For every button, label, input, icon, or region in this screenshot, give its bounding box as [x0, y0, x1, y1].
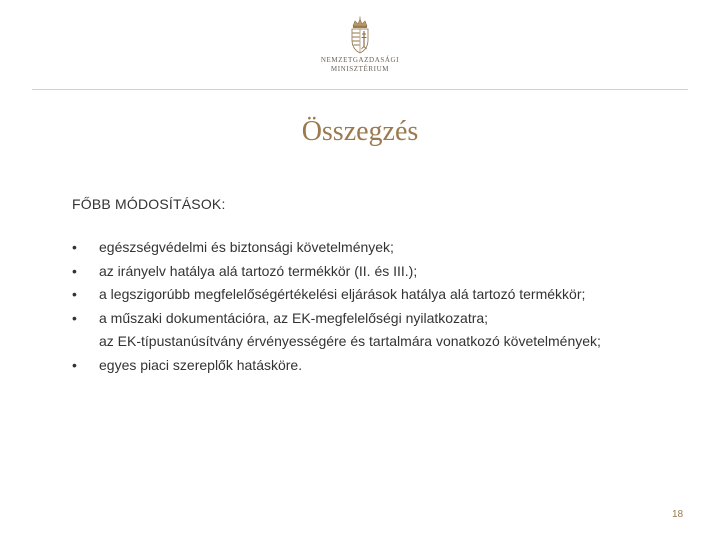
header-divider	[32, 89, 688, 90]
ministry-logo	[318, 16, 402, 88]
ministry-name-line2: MINISZTÉRIUM	[330, 65, 390, 73]
list-item-text: egészségvédelmi és biztonsági követelmények;	[99, 239, 394, 255]
ministry-name-line1: NEMZETGAZDASÁGI	[320, 56, 400, 64]
bullet-icon: •	[72, 262, 77, 279]
bullet-icon: •	[72, 309, 77, 326]
list-item	[72, 307, 692, 331]
list-item	[72, 260, 692, 284]
page-number: 18	[672, 509, 684, 520]
bullet-icon	[72, 330, 99, 354]
bullet-icon: •	[72, 356, 77, 373]
list-item-text: a legszigorúbb megfelelőségértékelési eljárások hatálya alá tartozó termékkör;	[99, 286, 586, 302]
list-item-text: egyes piaci szereplők hatásköre.	[99, 356, 303, 373]
slide-title: Összegzés	[301, 116, 419, 147]
coat-of-arms-icon	[348, 16, 372, 54]
list-item	[72, 283, 692, 307]
list-item	[72, 354, 692, 378]
ministry-name	[318, 56, 402, 74]
slide-subtitle: FŐBB MÓDOSÍTÁSOK:	[72, 196, 226, 212]
list-item-text: a műszaki dokumentációra, az EK-megfelelőségi nyilatkozatra;	[99, 309, 489, 326]
changes-list	[72, 236, 692, 377]
bullet-icon: •	[72, 239, 77, 255]
list-item-text: az irányelv hatálya alá tartozó termékkör (II. és III.);	[99, 262, 418, 279]
list-item	[72, 330, 692, 354]
list-item-text: az EK-típustanúsítvány érvényességére és tartalmára vonatkozó követelmények;	[99, 333, 601, 349]
bullet-icon: •	[72, 286, 77, 302]
list-item	[72, 236, 692, 260]
